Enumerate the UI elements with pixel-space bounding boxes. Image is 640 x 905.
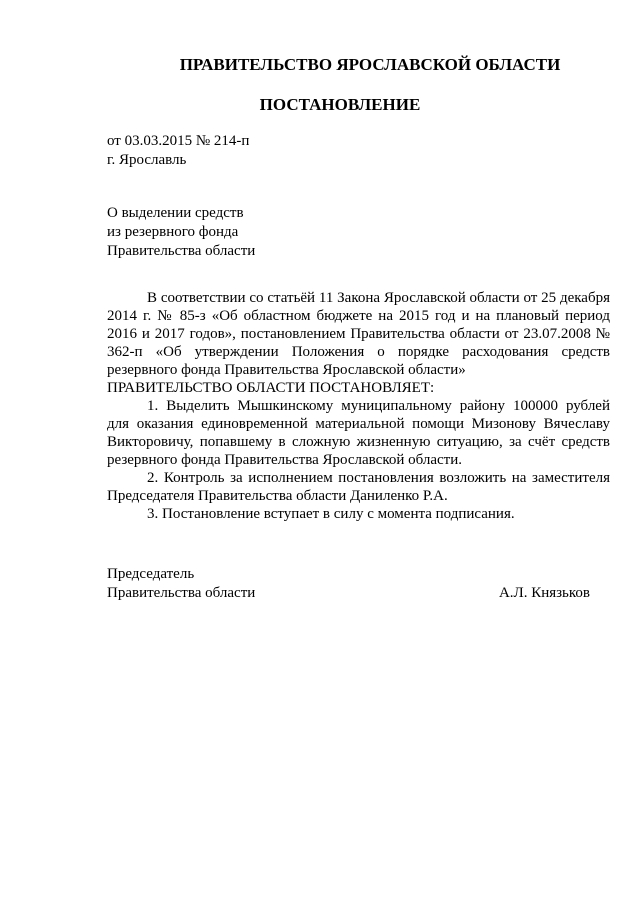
- subject-line: Правительства области: [107, 243, 256, 259]
- subject-line: О выделении средств: [107, 205, 244, 221]
- signatory-name: А.Л. Князьков: [498, 585, 590, 601]
- city: г. Ярославль: [107, 152, 187, 168]
- document-body: [107, 289, 610, 523]
- date-number: от 03.03.2015 № 214-п: [107, 133, 250, 149]
- preamble-paragraph: В соответствии со статьёй 11 Закона Ярославской области от 25 декабря 2014 г. № 85-з «Об областном бюджете на 2015 год и на плановый период 2016 и 2017 годов», постановлением Правительства области от 23.07.2008 № 362-п «Об утверждении Положения о порядке расходования средств резервного фонда Правительства Ярославской области»: [107, 290, 610, 378]
- item-1-paragraph: 1. Выделить Мышкинскому муниципальному району 100000 рублей для оказания единовременной материальной помощи Мизонову Вячеславу Викторовичу, попавшему в сложную жизненную ситуацию, за счёт средств резервного фонда Правительства Ярославской области.: [107, 398, 610, 468]
- document-type-heading: ПОСТАНОВЛЕНИЕ: [259, 95, 421, 114]
- document-subject: [107, 204, 255, 261]
- item-2-paragraph: 2. Контроль за исполнением постановления возложить на заместителя Председателя Правительства области Даниленко Р.А.: [107, 470, 610, 504]
- signature-block: [107, 565, 590, 603]
- item-3-paragraph: 3. Постановление вступает в силу с момента подписания.: [147, 506, 515, 522]
- signatory-title-line1: Председатель: [107, 566, 195, 582]
- organization-heading: ПРАВИТЕЛЬСТВО ЯРОСЛАВСКОЙ ОБЛАСТИ: [179, 55, 561, 74]
- resolves-line: ПРАВИТЕЛЬСТВО ОБЛАСТИ ПОСТАНОВЛЯЕТ:: [107, 380, 435, 396]
- subject-line: из резервного фонда: [107, 224, 239, 240]
- document-meta: [107, 132, 249, 170]
- signatory-title-line2: Правительства области: [107, 585, 256, 601]
